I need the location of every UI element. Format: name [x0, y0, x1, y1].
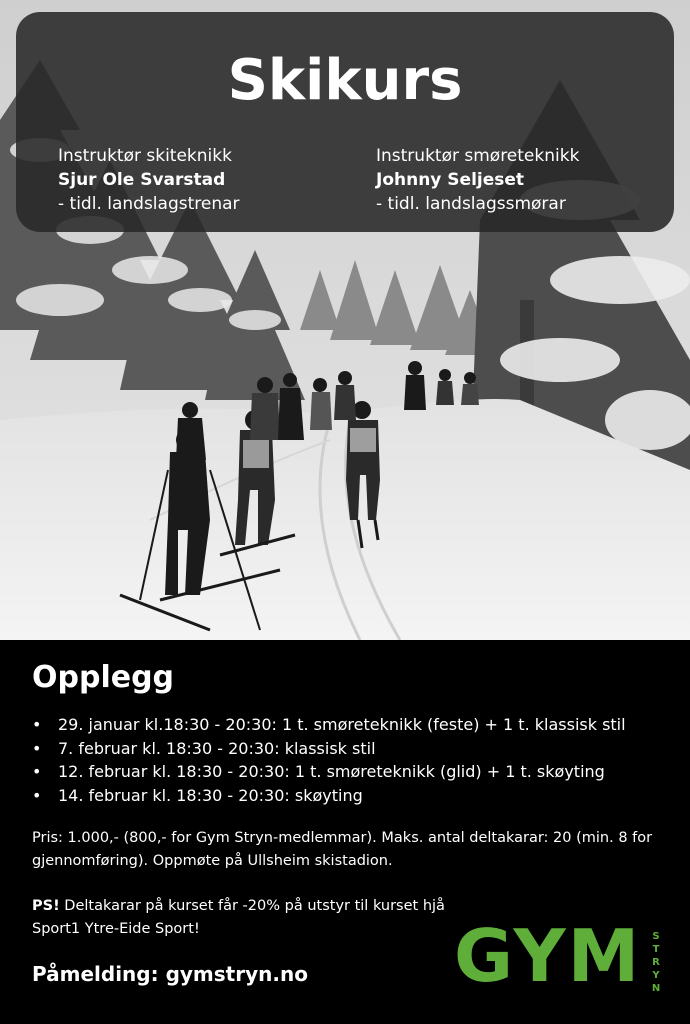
- ps-note: [32, 895, 452, 941]
- program-heading: Opplegg: [32, 660, 175, 695]
- instructor-role: Instruktør skiteknikk: [58, 146, 232, 166]
- ps-label: PS!: [32, 898, 60, 914]
- logo-letter: N: [651, 983, 661, 994]
- bullet: •: [32, 762, 42, 781]
- schedule-text: 12. februar kl. 18:30 - 20:30: 1 t. smøreteknikk (glid) + 1 t. skøyting: [58, 762, 605, 781]
- instructor-ski-technique: [58, 144, 240, 216]
- header-overlay: [16, 12, 674, 232]
- logo-letter: S: [652, 931, 660, 942]
- schedule-text: 29. januar kl.18:30 - 20:30: 1 t. smøreteknikk (feste) + 1 t. klassisk stil: [58, 715, 626, 734]
- gym-stryn-logo: [454, 914, 666, 1000]
- ps-text: Deltakarar på kurset får -20% på utstyr til kurset hjå Sport1 Ytre-Eide Sport!: [32, 898, 445, 937]
- signup-text: Påmelding: gymstryn.no: [32, 962, 308, 986]
- instructor-note: - tidl. landslagssmørar: [376, 194, 566, 214]
- instructor-note: - tidl. landslagstrenar: [58, 194, 240, 214]
- logo-letter: R: [652, 957, 660, 968]
- schedule-text: 7. februar kl. 18:30 - 20:30: klassisk stil: [58, 738, 376, 758]
- schedule-text: 14. februar kl. 18:30 - 20:30: skøyting: [58, 785, 363, 805]
- instructor-name: Sjur Ole Svarstad: [58, 170, 226, 190]
- schedule-item: [32, 784, 626, 808]
- pricing-text: Pris: 1.000,- (800,- for Gym Stryn-medlemmar). Maks. antal deltakarar: 20 (min. 8 for gjennomføring). Oppmøte på Ullsheim skistadion.: [32, 830, 653, 869]
- page-title: Skikurs: [227, 48, 463, 113]
- logo-letter: T: [652, 944, 660, 955]
- schedule-item: [32, 713, 626, 737]
- bullet: •: [32, 715, 42, 734]
- logo-subtext: [650, 930, 662, 995]
- instructor-wax-technique: [376, 144, 579, 216]
- bullet: •: [32, 785, 42, 805]
- bullet: •: [32, 738, 42, 758]
- schedule-item: [32, 760, 626, 784]
- logo-text: GYM: [454, 914, 642, 998]
- schedule-list: [32, 713, 626, 807]
- schedule-item: [32, 737, 626, 761]
- instructor-name: Johnny Seljeset: [376, 170, 525, 190]
- logo-letter: Y: [652, 970, 660, 981]
- instructor-role: Instruktør smøreteknikk: [376, 146, 580, 166]
